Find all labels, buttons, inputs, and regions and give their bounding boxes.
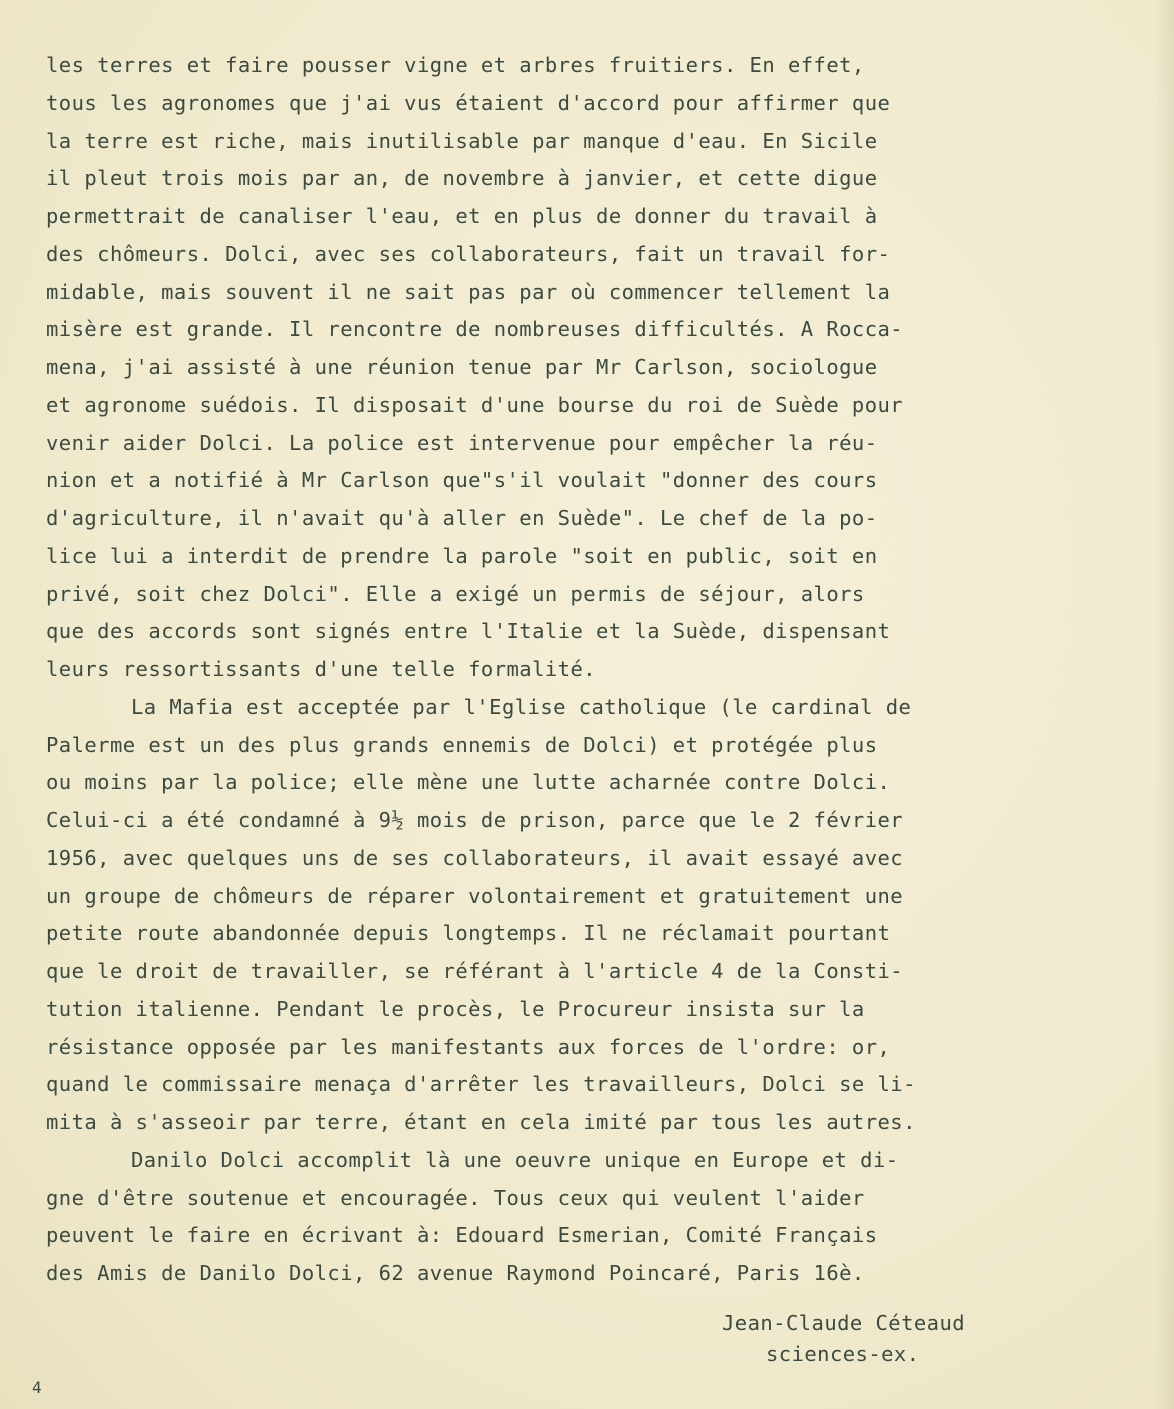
text-line: et agronome suédois. Il disposait d'une bourse du roi de Suède pour [46, 392, 904, 417]
signature-title: sciences-ex. [766, 1342, 920, 1366]
paragraph-start-line: Danilo Dolci accomplit là une oeuvre unique en Europe et di- [131, 1147, 899, 1172]
text-line: peuvent le faire en écrivant à: Edouard Esmerian, Comité Français [46, 1223, 878, 1248]
text-line: il pleut trois mois par an, de novembre à janvier, et cette digue [46, 166, 878, 191]
text-line: quand le commissaire menaça d'arrêter les travailleurs, Dolci se li- [46, 1072, 916, 1097]
text-line: tous les agronomes que j'ai vus étaient d'accord pour affirmer que [46, 90, 891, 115]
text-line: des chômeurs. Dolci, avec ses collaborateurs, fait un travail for- [46, 241, 891, 266]
text-line: que le droit de travailler, se référant à l'article 4 de la Consti- [46, 959, 904, 983]
text-line: lice lui a interdit de prendre la parole "soit en public, soit en [46, 543, 878, 568]
text-line: mena, j'ai assisté à une réunion tenue par Mr Carlson, sociologue [46, 355, 878, 379]
signature-block [722, 1308, 1042, 1370]
text-line: venir aider Dolci. La police est intervenue pour empêcher la réu- [46, 430, 878, 455]
body-text [46, 47, 1046, 1293]
text-line: leurs ressortissants d'une telle formalité. [46, 657, 597, 681]
text-line: petite route abandonnée depuis longtemps. Il ne réclamait pourtant [46, 921, 891, 946]
text-line: résistance opposée par les manifestants aux forces de l'ordre: or, [46, 1034, 891, 1059]
text-line: ou moins par la police; elle mène une lutte acharnée contre Dolci. [46, 770, 891, 795]
paragraph-start-line: La Mafia est acceptée par l'Eglise catholique (le cardinal de [131, 694, 912, 719]
text-line: que des accords sont signés entre l'Italie et la Suède, dispensant [46, 619, 891, 644]
page-binding-edge [1156, 0, 1174, 1409]
text-line: permettrait de canaliser l'eau, et en plus de donner du travail à [46, 204, 878, 228]
text-line: gne d'être soutenue et encouragée. Tous ceux qui veulent l'aider [46, 1185, 865, 1210]
text-line: des Amis de Danilo Dolci, 62 avenue Raymond Poincaré, Paris 16è. [46, 1261, 865, 1285]
text-line: d'agriculture, il n'avait qu'à aller en Suède". Le chef de la po- [46, 506, 878, 530]
text-line: mita à s'asseoir par terre, étant en cela imité par tous les autres. [46, 1110, 916, 1134]
text-line: Celui-ci a été condamné à 9½ mois de prison, parce que le 2 février [46, 808, 904, 832]
text-line: un groupe de chômeurs de réparer volontairement et gratuitement une [46, 883, 904, 908]
text-line: les terres et faire pousser vigne et arbres fruitiers. En effet, [46, 53, 865, 77]
page-number: 4 [32, 1378, 42, 1397]
text-line: 1956, avec quelques uns de ses collaborateurs, il avait essayé avec [46, 845, 904, 870]
text-line: privé, soit chez Dolci". Elle a exigé un permis de séjour, alors [46, 581, 865, 606]
text-line: misère est grande. Il rencontre de nombreuses difficultés. A Rocca- [46, 317, 904, 342]
text-line: midable, mais souvent il ne sait pas par où commencer tellement la [46, 279, 891, 304]
text-line: nion et a notifié à Mr Carlson que"s'il voulait "donner des cours [46, 468, 878, 493]
text-line: la terre est riche, mais inutilisable par manque d'eau. En Sicile [46, 128, 878, 153]
text-line: tution italienne. Pendant le procès, le Procureur insista sur la [46, 996, 865, 1021]
signature-name: Jean-Claude Céteaud [722, 1311, 966, 1335]
text-line: Palerme est un des plus grands ennemis de Dolci) et protégée plus [46, 732, 878, 757]
